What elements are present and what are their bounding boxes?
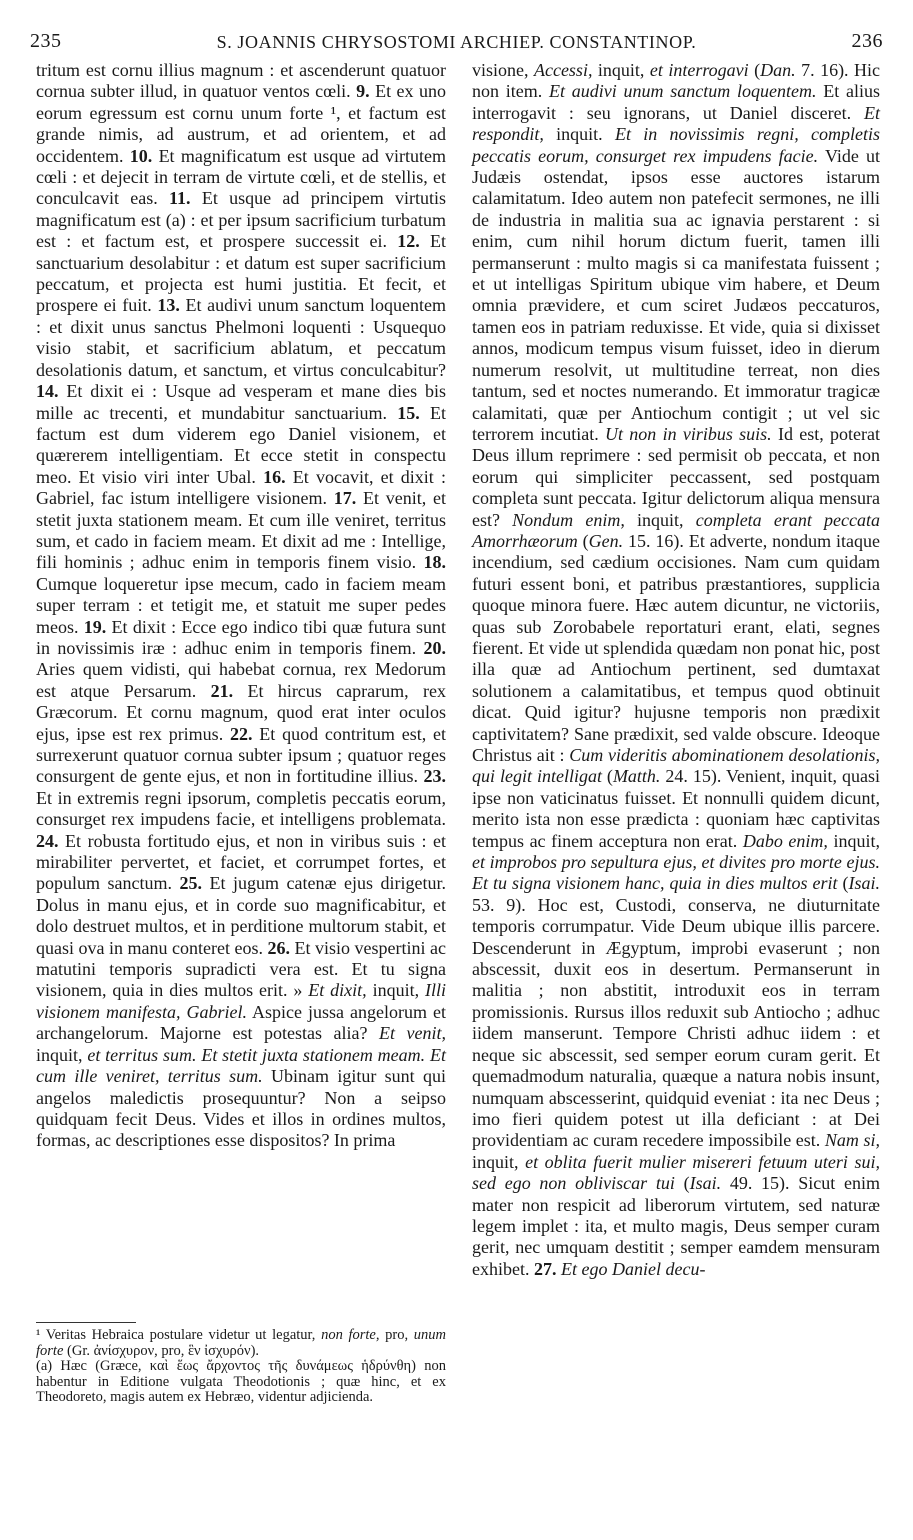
text-run: Aries quem vidisti, qui habebat cornua, rex Medorum est atque Persarum. xyxy=(36,659,446,701)
text-run: inquit, xyxy=(827,830,881,851)
italic-quote: Nam si, xyxy=(824,1130,880,1151)
verse-number: 19. xyxy=(83,616,107,637)
text-run: inquit, xyxy=(472,1151,526,1172)
footnotes xyxy=(36,1328,446,1406)
text-run: inquit, xyxy=(366,980,425,1001)
text-run: inquit, xyxy=(592,60,650,80)
verse-number: 17. xyxy=(333,488,357,509)
text-run: (a) Hæc (Græce, καὶ ἕως ἄρχοντος τῆς δυνάμεως ἡδρύνθη) non habentur in Editione vulgata Theodotionis ; quæ hinc, et ex Theodoreto, magis autem ex Hebræo, videntur adjicienda. xyxy=(36,1358,446,1406)
text-run: Et quod contritum est, et surrexerunt quatuor cornua subter ipsum ; quatuor reges consurgent de gente ejus, et non in fortitudine illius. xyxy=(36,723,446,787)
text-run: 15. 16). Et adverte, nondum itaque incendium, sed cædium occisiones. Nam cum quidam futuri essent boni, et patribus præstantiores, supplicia quoque minora fuere. Hæc autem dicuntur, ne victoriis, quas sub Zorobabele reportaturi erant, elati, segnes fierent. Et vide ut splendida quædam non ponat hic, post illa quæ ad Antiochum pertinent, sed dumtaxat solutionem a calamitatibus, et tempus quod obtinuit dicat. Quid igitur? hujusne temporis non prædixit captivitatem? Sane prædixit, sed valde obscure. Ideoque Christus ait : xyxy=(472,530,880,765)
text-run: inquit. xyxy=(543,124,615,145)
text-run: Et sanctuarium desolabitur : et datum est super sacrificium peccatum, et projecta est humi justitia. Et fecit, et prospere ei fuit. xyxy=(36,231,446,316)
text-run: ( xyxy=(577,530,589,551)
text-run: ¹ Veritas Hebraica postulare videtur ut legatur, xyxy=(36,1327,322,1343)
italic-quote: et territus sum. Et stetit juxta stationem meam. Et cum ille veniret, territus sum. xyxy=(36,1044,446,1087)
left-column xyxy=(36,60,446,1152)
italic-quote: et oblita fuerit mulier misereri fetuum uteri sui, sed ego non obliviscar tui xyxy=(472,1151,880,1194)
text-run: 24. 15). Venient, inquit, quasi ipse non vaticinatus fuisset. Et nonnulli quidem dicunt, merito ista non esse prædicta : quoniam hæc captivitas tempus ac finem acceptura non erat. xyxy=(472,766,880,851)
text-run: ( xyxy=(837,873,849,894)
text-run: inquit, xyxy=(624,509,696,530)
italic-quote: completa erant peccata Amorrhæorum xyxy=(472,509,880,551)
text-run: 7. 16). Hic non item. xyxy=(472,60,881,102)
verse-number: 21. xyxy=(210,680,234,701)
italic-quote: unum forte xyxy=(36,1327,446,1359)
italic-quote: Isai. xyxy=(689,1173,722,1194)
page-header xyxy=(30,30,883,56)
italic-quote: et improbos pro sepultura ejus, et divites pro morte ejus. Et tu signa visionem hanc, quia in dies multos erit xyxy=(472,852,880,894)
text-run: Et visio vespertini ac matutini temporis supradicti vera est. Et tu signa visionem, quia in dies multos erit. » xyxy=(36,937,446,1001)
page-number-left: 235 xyxy=(30,30,62,52)
italic-quote: Isai. xyxy=(848,873,880,894)
italic-quote: non forte, xyxy=(321,1327,380,1343)
italic-quote: Et respondit, xyxy=(472,102,880,145)
text-run: Ubinam igitur sunt qui angelos maledictis prosequuntur? Non a seipso quidquam fecit Deus. Vides et illos in ordines multos, formas, ac descriptiones esse dispositos? In prima xyxy=(36,1066,446,1151)
verse-number: 15. xyxy=(397,402,420,423)
text-run: inquit, xyxy=(36,1044,88,1065)
verse-number: 25. xyxy=(179,873,202,894)
text-run: Et dixit : Ecce ego indico tibi quæ futura sunt in novissimis iræ : adhuc enim in temporis finem. xyxy=(36,616,447,658)
italic-quote: Cum videritis abominationem desolationis, qui legit intelligat xyxy=(472,745,880,787)
text-run: 53. 9). Hoc est, Custodi, conserva, ne diuturnitate temporis corrumpatur. Vide Deum ubique illis parcere. Descenderunt in Ægyptum, improbi evaserunt ; non abscessit, duxit eos in desertum. Permanserunt in malitia ; non abstitit, introduxit eos in terram promissionis. Rursus illos reduxit sub Antiocho ; adhuc iidem manserunt. Tempore Christi adhuc iidem : et neque sic abscessit, sed semper eorum curam gerit. Et quemadmodum naturalia, quæque a natura nobis insunt, numquam abscesserint, quidquid eveniat : ita nec Deus ; imo fieri quidem potest ut illa deficiant : at Dei providentiam ac curam recedere impossibile est. xyxy=(472,894,880,1151)
italic-quote: Et ego Daniel decu- xyxy=(560,1258,706,1279)
text-run: Et usque ad principem virtutis magnificatum est (a) : et per ipsum sacrificium turbatum est : et factum est, et prospere successit ei. xyxy=(36,188,446,252)
text-run: 49. 15). Sicut enim mater non respicit ad liberorum virtutem, sed naturæ legem implet : ita, et multo magis, Deus semper curam gerit, nec umquam destitit ; semper eamdem mensuram exhibet. xyxy=(472,1173,880,1279)
verse-number: 27. xyxy=(533,1258,557,1279)
page-number-right: 236 xyxy=(851,30,883,52)
text-run: visione, xyxy=(472,60,534,80)
verse-number: 12. xyxy=(397,231,420,252)
verse-number: 11. xyxy=(169,188,191,209)
italic-quote: Matth. xyxy=(612,766,661,787)
text-run: Id est, poterat Deus illum reprimere : sed permisit ob peccata, et non eorum qui simpliciter peccassent, sed postquam completa sunt peccata. Igitur delictorum aliqua mensura est? xyxy=(472,423,880,530)
verse-number: 18. xyxy=(423,552,446,573)
verse-number: 16. xyxy=(263,466,286,487)
italic-quote: Accessi, xyxy=(533,60,593,80)
left-column-text xyxy=(36,60,446,1152)
text-run: ( xyxy=(748,60,761,80)
text-run: Et jugum catenæ ejus dirigetur. Dolus in manu ejus, et in corde suo magnificabitur, et dolo destruet multos, et in perditione multorum stabit, et quasi ova in manu conteret eos. xyxy=(36,873,446,958)
text-run: ( xyxy=(674,1173,690,1194)
verse-number: 22. xyxy=(230,723,253,744)
text-run: Et in extremis regni ipsorum, completis peccatis eorum, consurget rex impudens facie, et intelligens problemata. xyxy=(36,787,446,830)
text-run: Et venit, et stetit juxta stationem meam. Et cum ille veniret, territus sum, et cado in faciem meam. Et dixit ad me : Intellige, fili hominis ; adhuc enim in temporis finem visio. xyxy=(36,488,446,573)
italic-quote: Et audivi unum sanctum loquentem. xyxy=(549,81,817,102)
text-run: Cumque loqueretur ipse mecum, cado in faciem meam super terram : et tetigit me, et statuit me super pedes meos. xyxy=(36,573,446,637)
verse-number: 13. xyxy=(157,295,180,316)
text-run: ( xyxy=(601,766,613,787)
text-run: Aspice jussa angelorum et archangelorum. Majorne est potestas alia? xyxy=(36,1001,446,1044)
italic-quote: Nondum enim, xyxy=(512,509,625,530)
footnote-1 xyxy=(36,1328,446,1359)
verse-number: 20. xyxy=(423,637,446,658)
text-run: Et hircus caprarum, rex Græcorum. Et cornu magnum, quod erat inter oculos ejus, ipse est rex primus. xyxy=(36,680,446,744)
text-run: Et magnificatum est usque ad virtutem cœli : et dejecit in terram de virtute cœli, et de stellis, et conculcavit eas. xyxy=(36,145,446,209)
italic-quote: Et dixit, xyxy=(308,980,367,1001)
italic-quote: Dan. xyxy=(760,60,796,80)
verse-number: 24. xyxy=(36,830,59,851)
verse-number: 14. xyxy=(36,381,59,402)
right-column xyxy=(472,60,880,1280)
italic-quote: et interrogavi xyxy=(649,60,749,80)
text-run: Vide ut Judæis ostendat, ipsos esse auctores istarum calamitatum. Ideo autem non patefecit sermones, ne illi de industria in malitia sua ac ignavia perstarent : si enim, cum nihil horum dictum fuerit, tamen illi permanserunt : multo magis si ca manifestata fuissent ; et ut intelligas Spiritum ubique vim habere, et Deum omnia prævidere, et cum sciret Judæos peccaturos, tamen eos in patriam reduxisse. Et vide, quia si dixisset annos, modicum tempus visum fuisset, ideo in dierum numerum resolvit, ut multitudine terreat, non dies tantum, sed et noctes numerando. Et immoratur tragicæ calamitati, quæ per Antiochum contigit ; ut vel sic terrorem incutiat. xyxy=(472,145,880,444)
italic-quote: Gen. xyxy=(588,530,624,551)
text-run: pro, xyxy=(379,1327,414,1343)
footnote-divider xyxy=(36,1322,136,1323)
text-run: Et ex uno eorum egressum est cornu unum forte ¹, et factum est grande nimis, ad austrum, et ad orientem, et ad occidentem. xyxy=(36,81,446,166)
text-run: Et dixit ei : Usque ad vesperam et mane dies bis mille ac trecenti, et mundabitur sanctuarium. xyxy=(36,381,446,423)
text-run: Et audivi unum sanctum loquentem : et dixit unus sanctus Phelmoni loquenti : Usquequo visio stabit, et sacrificium ablatum, et peccatum desolationis datum, et sanctum, et virtus conculcabitur? xyxy=(36,295,446,380)
italic-quote: Ut non in viribus suis. xyxy=(605,423,772,444)
right-column-text xyxy=(472,60,880,1280)
italic-quote: Et in novissimis regni, completis peccatis eorum, consurget rex impudens facie. xyxy=(472,124,880,166)
verse-number: 23. xyxy=(423,766,446,787)
running-title: S. JOANNIS CHRYSOSTOMI ARCHIEP. CONSTANTINOP. xyxy=(216,32,697,52)
footnote-a xyxy=(36,1359,446,1406)
verse-number: 10. xyxy=(129,145,153,166)
italic-quote: Illi visionem manifesta, Gabriel. xyxy=(36,980,446,1022)
verse-number: 9. xyxy=(356,81,370,102)
text-run: Et vocavit, et dixit : Gabriel, fac istum intelligere visionem. xyxy=(36,466,446,509)
verse-number: 26. xyxy=(267,937,290,958)
text-run: Et robusta fortitudo ejus, et non in viribus suis : et mirabiliter pervertet, et faciet, et corrumpet fortes, et populum sanctum. xyxy=(36,830,446,894)
text-run: Et alius interrogavit : seu ignorans, ut Daniel disceret. xyxy=(472,81,880,123)
text-run: tritum est cornu illius magnum : et ascenderunt quatuor cornua subter illud, in quatuor ventos cœli. xyxy=(36,60,446,102)
italic-quote: Dabo enim, xyxy=(742,830,828,851)
text-run: (Gr. ἀνίσχυρον, pro, ἓν ἰσχυρόν). xyxy=(63,1342,260,1359)
italic-quote: Et venit, xyxy=(379,1023,446,1044)
text-run: Et factum est dum viderem ego Daniel visionem, et quærerem intelligentiam. Et ecce stetit in conspectu meo. Et visio viri inter Ubal. xyxy=(36,402,446,487)
